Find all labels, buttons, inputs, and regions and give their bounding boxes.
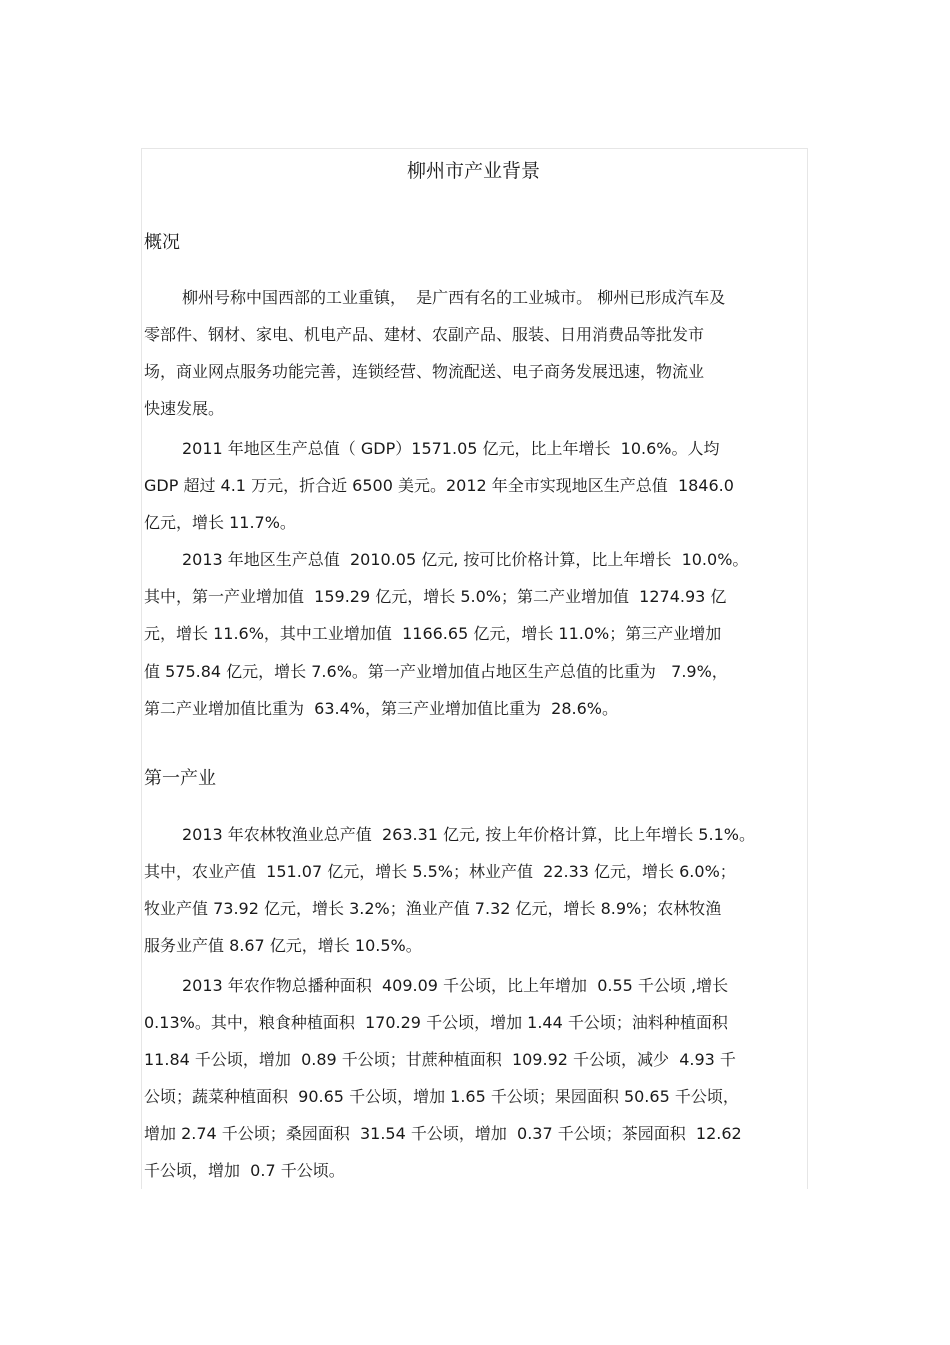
- paragraph-line: 公顷；蔬菜种植面积 90.65 千公顷，增加 1.65 千公顷；果园面积 50.65 千公顷，: [144, 1087, 739, 1106]
- paragraph-line: 元，增长 11.6%，其中工业增加值 1166.65 亿元，增长 11.0%；第三产业增加: [144, 624, 722, 643]
- paragraph-line: 第二产业增加值比重为 63.4%，第三产业增加值比重为 28.6%。: [144, 699, 619, 718]
- paragraph-line: 值 575.84 亿元，增长 7.6%。第一产业增加值占地区生产总值的比重为 7.9%，: [144, 662, 728, 681]
- paragraph-line: 零部件、钢材、家电、机电产品、建材、农副产品、服装、日用消费品等批发市: [144, 325, 705, 344]
- paragraph-line: 2011 年地区生产总值（ GDP）1571.05 亿元，比上年增长 10.6%。人均: [182, 439, 720, 458]
- paragraph-line: 千公顷，增加 0.7 千公顷。: [144, 1161, 345, 1180]
- page-title: 柳州市产业背景: [406, 160, 540, 182]
- section-heading-overview: 概况: [144, 232, 180, 253]
- paragraph-line: 2013 年农作物总播种面积 409.09 千公顷，比上年增加 0.55 千公顷 ,增长: [182, 976, 729, 995]
- section-heading-primary-industry: 第一产业: [144, 768, 216, 789]
- paragraph-line: 亿元，增长 11.7%。: [144, 513, 296, 532]
- paragraph-line: 0.13%。其中，粮食种植面积 170.29 千公顷，增加 1.44 千公顷；油料种植面积: [144, 1013, 728, 1032]
- paragraph-line: 其中，农业产值 151.07 亿元，增长 5.5%；林业产值 22.33 亿元，增长 6.0%；: [144, 862, 736, 881]
- paragraph-line: 服务业产值 8.67 亿元，增长 10.5%。: [144, 936, 422, 955]
- paragraph-line: 场，商业网点服务功能完善，连锁经营、物流配送、电子商务发展迅速，物流业: [144, 362, 705, 381]
- paragraph-line: 2013 年农林牧渔业总产值 263.31 亿元, 按上年价格计算，比上年增长 5.1%。: [182, 825, 755, 844]
- paragraph-line: 快速发展。: [144, 399, 225, 418]
- paragraph-line: 柳州号称中国西部的工业重镇， 是广西有名的工业城市。 柳州已形成汽车及: [182, 288, 726, 307]
- paragraph-line: 增加 2.74 千公顷；桑园面积 31.54 千公顷，增加 0.37 千公顷；茶园面积 12.62: [144, 1124, 742, 1143]
- paragraph-line: 牧业产值 73.92 亿元，增长 3.2%；渔业产值 7.32 亿元，增长 8.9%；农林牧渔: [144, 899, 722, 918]
- paragraph-line: 其中，第一产业增加值 159.29 亿元，增长 5.0%；第二产业增加值 1274.93 亿: [144, 587, 727, 606]
- paragraph-line: GDP 超过 4.1 万元，折合近 6500 美元。2012 年全市实现地区生产总值 1846.0: [144, 476, 734, 495]
- paragraph-line: 2013 年地区生产总值 2010.05 亿元, 按可比价格计算，比上年增长 10.0%。: [182, 550, 749, 569]
- paragraph-line: 11.84 千公顷，增加 0.89 千公顷；甘蔗种植面积 109.92 千公顷，减少 4.93 千: [144, 1050, 736, 1069]
